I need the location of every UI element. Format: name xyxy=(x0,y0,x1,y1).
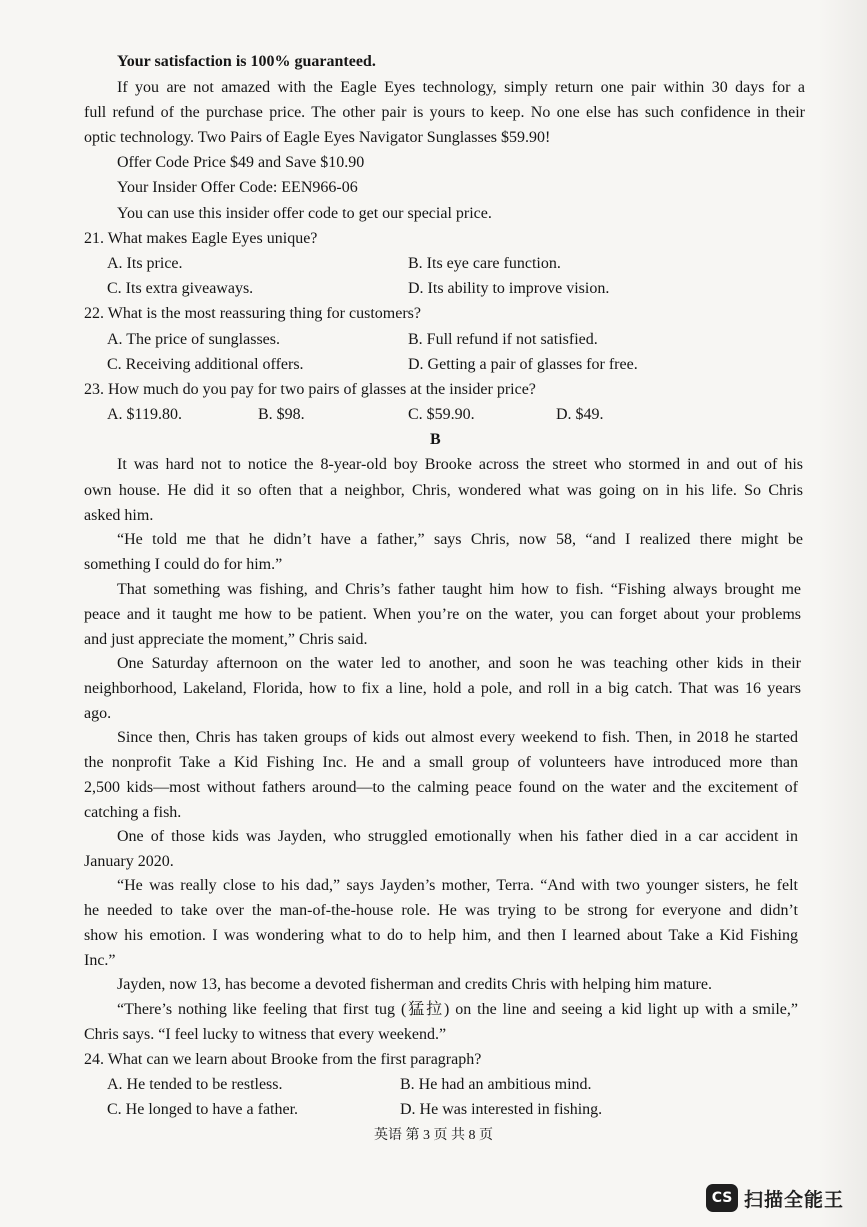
text-line: “He was really close to his dad,” says Jayden’s mother, Terra. “And with two younger sisters, he felt xyxy=(117,877,798,894)
text-line: That something was fishing, and Chris’s father taught him how to fish. “Fishing always brought me xyxy=(117,581,801,598)
watermark-label: 扫描全能王 xyxy=(744,1188,845,1211)
text-line: Your satisfaction is 100% guaranteed. xyxy=(117,53,376,70)
text-line: optic technology. Two Pairs of Eagle Eyes Navigator Sunglasses $59.90! xyxy=(84,129,551,146)
text-line: One Saturday afternoon on the water led to another, and soon he was teaching other kids in their xyxy=(117,655,801,672)
text-line: You can use this insider offer code to get our special price. xyxy=(117,205,492,222)
text-line: Offer Code Price $49 and Save $10.90 xyxy=(117,154,365,171)
text-line: It was hard not to notice the 8-year-old boy Brooke across the street who stormed in and out of his xyxy=(117,456,803,473)
text-line: own house. He did it so often that a neighbor, Chris, wondered what was going on in his life. So Chris xyxy=(84,482,803,499)
text-line: neighborhood, Lakeland, Florida, how to fix a line, hold a pole, and roll in a big catch. That was 16 years xyxy=(84,680,801,697)
camscanner-logo-icon: CS xyxy=(706,1184,738,1212)
text-line: Jayden, now 13, has become a devoted fisherman and credits Chris with helping him mature. xyxy=(117,976,712,993)
text-line: full refund of the purchase price. The other pair is yours to keep. No one else has such confidence in their xyxy=(84,104,805,121)
question-line: D. $49. xyxy=(556,406,604,423)
page-footer: 英语 第 3 页 共 8 页 xyxy=(374,1128,493,1143)
question-line: A. $119.80. xyxy=(107,406,182,423)
page-edge-shadow xyxy=(819,0,867,1227)
text-line: peace and it taught me how to be patient. When you’re on the water, you can forget about your problems xyxy=(84,606,801,623)
text-line: “He told me that he didn’t have a father,” says Chris, now 58, “and I realized there might be xyxy=(117,531,803,548)
question-line: A. Its price. xyxy=(107,255,183,272)
text-line: the nonprofit Take a Kid Fishing Inc. He and a small group of volunteers have introduced more than xyxy=(84,754,798,771)
question-line: A. He tended to be restless. xyxy=(107,1076,283,1093)
question-line: C. Receiving additional offers. xyxy=(107,356,304,373)
text-line: Chris says. “I feel lucky to witness that every weekend.” xyxy=(84,1026,447,1043)
scanner-watermark xyxy=(706,1180,854,1216)
text-line: Inc.” xyxy=(84,952,116,969)
text-line: “There’s nothing like feeling that first tug (猛拉) on the line and seeing a kid light up with a smile,” xyxy=(117,1001,798,1018)
question-line: 22. What is the most reassuring thing for customers? xyxy=(84,305,421,322)
text-line: catching a fish. xyxy=(84,804,182,821)
question-line: D. Its ability to improve vision. xyxy=(408,280,610,297)
question-line: B. Its eye care function. xyxy=(408,255,561,272)
question-line: B. He had an ambitious mind. xyxy=(400,1076,592,1093)
question-line: C. Its extra giveaways. xyxy=(107,280,254,297)
question-line: B. $98. xyxy=(258,406,305,423)
text-line: If you are not amazed with the Eagle Eyes technology, simply return one pair within 30 days for a xyxy=(117,79,805,96)
question-line: A. The price of sunglasses. xyxy=(107,331,280,348)
question-line: C. He longed to have a father. xyxy=(107,1101,299,1118)
text-line: and just appreciate the moment,” Chris said. xyxy=(84,631,368,648)
text-line: asked him. xyxy=(84,507,154,524)
question-line: B. Full refund if not satisfied. xyxy=(408,331,598,348)
text-line: he needed to take over the man-of-the-house role. He was trying to be strong for everyone and didn’t xyxy=(84,902,798,919)
text-line: One of those kids was Jayden, who struggled emotionally when his father died in a car accident in xyxy=(117,828,798,845)
question-line: 21. What makes Eagle Eyes unique? xyxy=(84,230,318,247)
text-line: Your Insider Offer Code: EEN966-06 xyxy=(117,179,358,196)
question-line: C. $59.90. xyxy=(408,406,475,423)
question-line: 24. What can we learn about Brooke from the first paragraph? xyxy=(84,1051,482,1068)
question-line: D. He was interested in fishing. xyxy=(400,1101,603,1118)
text-line: ago. xyxy=(84,705,112,722)
text-line: something I could do for him.” xyxy=(84,556,283,573)
question-line: D. Getting a pair of glasses for free. xyxy=(408,356,638,373)
text-line: January 2020. xyxy=(84,853,174,870)
text-line: B xyxy=(430,431,441,448)
text-line: show his emotion. I was wondering what to do to help him, and then I learned about Take a Kid Fishing xyxy=(84,927,798,944)
question-line: 23. How much do you pay for two pairs of glasses at the insider price? xyxy=(84,381,536,398)
text-line: 2,500 kids—most without fathers around—to the calming peace found on the water and the excitement of xyxy=(84,779,798,796)
text-line: Since then, Chris has taken groups of kids out almost every weekend to fish. Then, in 2018 he started xyxy=(117,729,798,746)
